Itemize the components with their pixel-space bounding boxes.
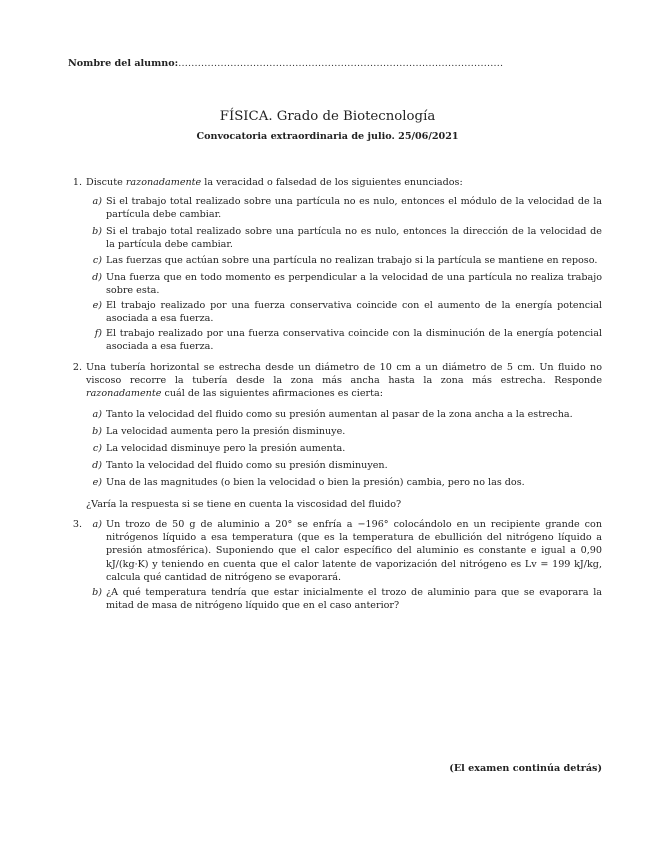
- exam-title: FÍSICA. Grado de Biotecnología: [219, 109, 436, 124]
- intro-text: Discute: [86, 177, 126, 188]
- list-item: [68, 408, 602, 421]
- item-letter: d): [92, 272, 102, 283]
- intro-text: cuál de las siguientes afirmaciones es cierta:: [161, 388, 383, 400]
- list-item: [68, 586, 602, 612]
- item-letter: e): [92, 477, 102, 488]
- item-text: ¿A qué temperatura tendría que estar inicialmente el trozo de aluminio para que se evaporara la mitad de masa de nitrógeno líquido que en el caso anterior?: [106, 587, 602, 612]
- followup-text: ¿Varía la respuesta si se tiene en cuenta la viscosidad del fluido?: [86, 499, 402, 510]
- item-text: Una fuerza que en todo momento es perpendicular a la velocidad de una partícula no realiza trabajo sobre esta.: [106, 272, 602, 297]
- list-item: [68, 225, 602, 251]
- question-intro: [86, 361, 602, 401]
- list-item: [68, 442, 602, 455]
- intro-text: la veracidad o falsedad de los siguientes enunciados:: [201, 177, 463, 188]
- item-text: Tanto la velocidad del fluido como su presión aumentan al pasar de la zona ancha a la estrecha.: [106, 409, 573, 420]
- question-number: 1.: [72, 177, 82, 188]
- question-number: 2.: [72, 362, 82, 373]
- list-item: [68, 327, 602, 353]
- list-item: [68, 271, 602, 297]
- item-letter: e): [92, 300, 102, 311]
- item-text: El trabajo realizado por una fuerza conservativa coincide con la disminución de la energía potencial asociada a esa fuerza.: [106, 328, 602, 353]
- student-name-dots: ....................................................................................................: [178, 58, 504, 69]
- item-text: Tanto la velocidad del fluido como su presión disminuyen.: [106, 460, 388, 471]
- question-2-items: [68, 459, 602, 472]
- item-text: El trabajo realizado por una fuerza conservativa coincide con el aumento de la energía potencial asociada a esa fuerza.: [106, 300, 602, 325]
- intro-text: Una tubería horizontal se estrecha desde un diámetro de 10 cm a un diámetro de 5 cm. Un fluido no viscoso recorre la tubería desde la zona más ancha hasta la zona más estrecha. Responde: [86, 362, 602, 387]
- item-text: Una de las magnitudes (o bien la velocidad o bien la presión) cambia, pero no las dos.: [106, 477, 525, 488]
- student-name-label: Nombre del alumno:: [68, 58, 179, 69]
- list-item: [68, 518, 602, 584]
- question-2-items: [68, 425, 602, 438]
- list-item: [68, 195, 602, 221]
- student-name-line: [68, 57, 602, 70]
- question-3-items: [68, 586, 602, 612]
- item-text: La velocidad disminuye pero la presión aumenta.: [106, 443, 346, 454]
- intro-emphasis: razonadamente: [125, 177, 202, 188]
- item-letter: b): [92, 426, 102, 437]
- item-letter: f): [94, 328, 102, 339]
- item-letter: a): [92, 196, 102, 207]
- item-letter: b): [92, 226, 102, 237]
- question-2-items: [68, 442, 602, 455]
- item-text: Si el trabajo total realizado sobre una partícula no es nulo, entonces la dirección de la velocidad de la partícula debe cambiar.: [106, 226, 602, 251]
- item-letter: c): [92, 255, 102, 266]
- question-1-items: [68, 254, 602, 267]
- question-number: 3.: [72, 519, 82, 530]
- item-letter: c): [92, 443, 102, 454]
- list-item: [68, 425, 602, 438]
- question-1-items: [68, 299, 602, 325]
- item-letter: b): [92, 587, 102, 598]
- intro-emphasis: razonadamente: [86, 388, 162, 400]
- list-item: [68, 476, 602, 489]
- question-1-items: [68, 225, 602, 251]
- list-item: [68, 459, 602, 472]
- question-2-items: [68, 408, 602, 421]
- item-text: Las fuerzas que actúan sobre una partícula no realizan trabajo si la partícula se mantiene en reposo.: [106, 255, 598, 266]
- continue-note: (El examen continúa detrás): [449, 763, 602, 774]
- question-3-items: [68, 518, 602, 584]
- item-letter: d): [92, 460, 102, 471]
- question-1-items: [68, 327, 602, 353]
- exam-subtitle: Convocatoria extraordinaria de julio. 25/06/2021: [196, 131, 459, 142]
- question-1: [68, 176, 602, 189]
- item-letter: a): [92, 409, 102, 420]
- question-2-items: [68, 476, 602, 489]
- question-1-items: [68, 271, 602, 297]
- question-1-items: [68, 195, 602, 221]
- item-letter: a): [92, 519, 102, 530]
- question-2-followup: [68, 498, 602, 511]
- question-2: [68, 361, 602, 401]
- list-item: [68, 254, 602, 267]
- list-item: [68, 299, 602, 325]
- item-text: Un trozo de 50 g de aluminio a 20° se enfría a −196° colocándolo en un recipiente grande con nitrógenos líquido a esa temperatura (que es la temperatura de ebullición del nitrógeno líquido a presión atmosférica). Suponiendo que el calor específico del aluminio es constante e igual a 0,90 kJ/(kg·K) y teniendo en cuenta que el calor latente de vaporización del nitrógeno es Lv = 199 kJ/kg, calcula qué cantidad de nitrógeno se evaporará.: [106, 519, 602, 583]
- item-text: La velocidad aumenta pero la presión disminuye.: [106, 426, 346, 437]
- question-intro: [86, 176, 602, 189]
- item-text: Si el trabajo total realizado sobre una partícula no es nulo, entonces el módulo de la velocidad de la partícula debe cambiar.: [106, 196, 602, 221]
